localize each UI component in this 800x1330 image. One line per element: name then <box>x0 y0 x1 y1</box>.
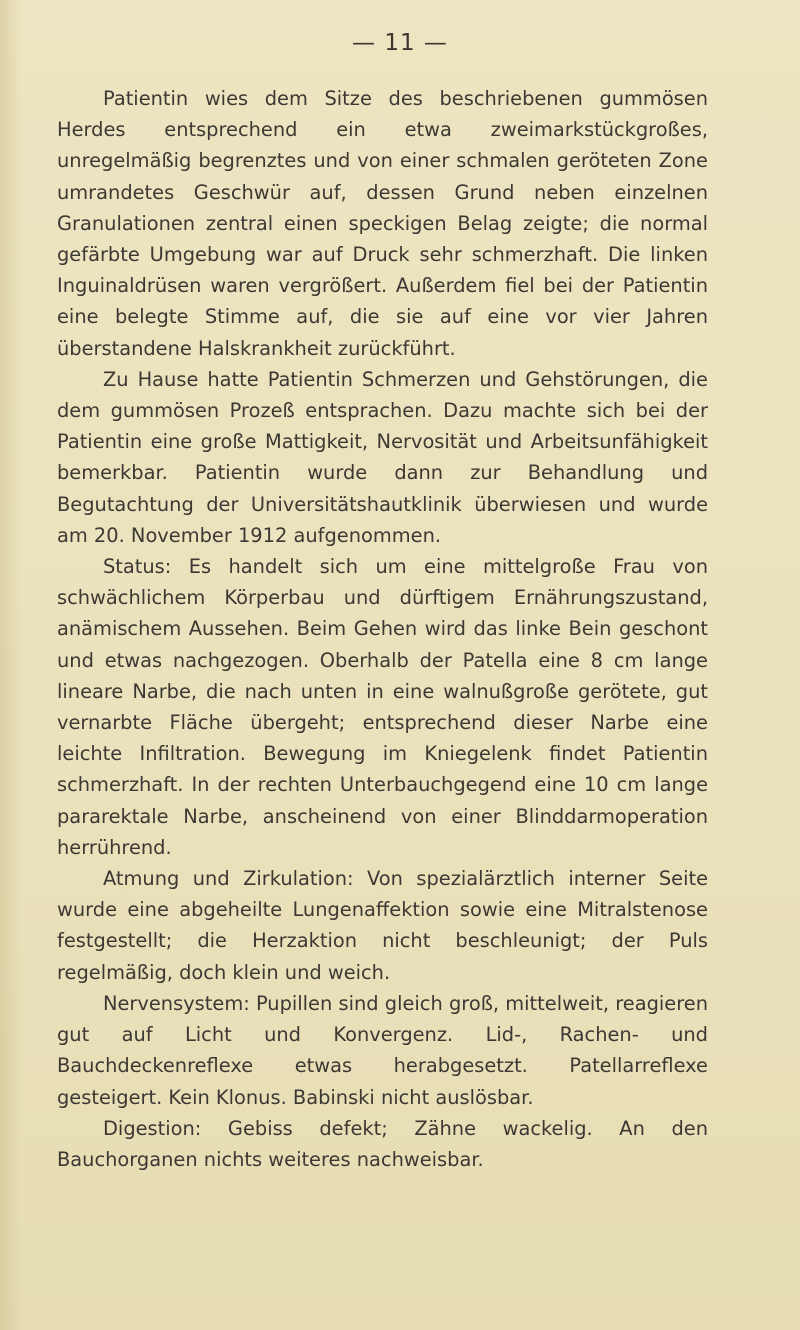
paragraph-nervous-system: Nervensystem: Pupillen sind gleich groß, mittelweit, reagieren gut auf Licht und Konvergenz. Lid-, Rachen- und Bauchdeckenreflexe etwas herabgesetzt. Patellarreflexe gesteigert. Kein Klonus. Babinski nicht auslösbar. <box>57 991 708 1109</box>
paragraph-respiration-circulation: Atmung und Zirkulation: Von spezialärztlich interner Seite wurde eine abgeheilte Lungenaffektion sowie eine Mitralstenose festgestellt; die Herzaktion nicht beschleunigt; der Puls regelmäßig, doch klein und weich. <box>57 867 708 984</box>
paragraph-status: Status: Es handelt sich um eine mittelgroße Frau von schwächlichem Körperbau und dürftigem Ernährungszustand, anämischem Aussehen. Beim Gehen wird das linke Bein geschont und etwas nachgezogen. Oberhalb der Patella eine 8 cm lange lineare Narbe, die nach unten in eine walnußgroße gerötete, gut vernarbte Fläche übergeht; entsprechend dieser Narbe eine leichte Infiltration. Bewegung im Kniegelenk findet Patientin schmerzhaft. In der rechten Unterbauchgegend eine 10 cm lange pararektale Narbe, anscheinend von einer Blinddarmoperation herrührend. <box>57 555 708 859</box>
page-number: — 11 — <box>352 30 448 56</box>
paragraph-history: Zu Hause hatte Patientin Schmerzen und Gehstörungen, die dem gummösen Prozeß entsprachen. Dazu machte sich bei der Patientin eine große Mattigkeit, Nervosität und Arbeitsunfähigkeit bemerkbar. Patientin wurde dann zur Behandlung und Begutachtung der Universitätshautklinik überwiesen und wurde am 20. November 1912 aufgenommen. <box>57 367 708 547</box>
page-shadow-edge <box>0 0 22 1330</box>
paragraph-digestion: Digestion: Gebiss defekt; Zähne wackelig. An den Bauchorganen nichts weiteres nachweisbar. <box>57 1116 708 1171</box>
paragraph-ulcer-description: Patientin wies dem Sitze des beschriebenen gummösen Herdes entsprechend ein etwa zweimarkstückgroßes, unregelmäßig begrenztes und von einer schmalen geröteten Zone umrandetes Geschwür auf, dessen Grund neben einzelnen Granulationen zentral einen speckigen Belag zeigte; die normal gefärbte Umgebung war auf Druck sehr schmerzhaft. Die linken Inguinaldrüsen waren vergrößert. Außerdem fiel bei der Patientin eine belegte Stimme auf, die sie auf eine vor vier Jahren überstandene Halskrankheit zurückführt. <box>57 87 708 360</box>
body-text <box>57 83 708 1175</box>
